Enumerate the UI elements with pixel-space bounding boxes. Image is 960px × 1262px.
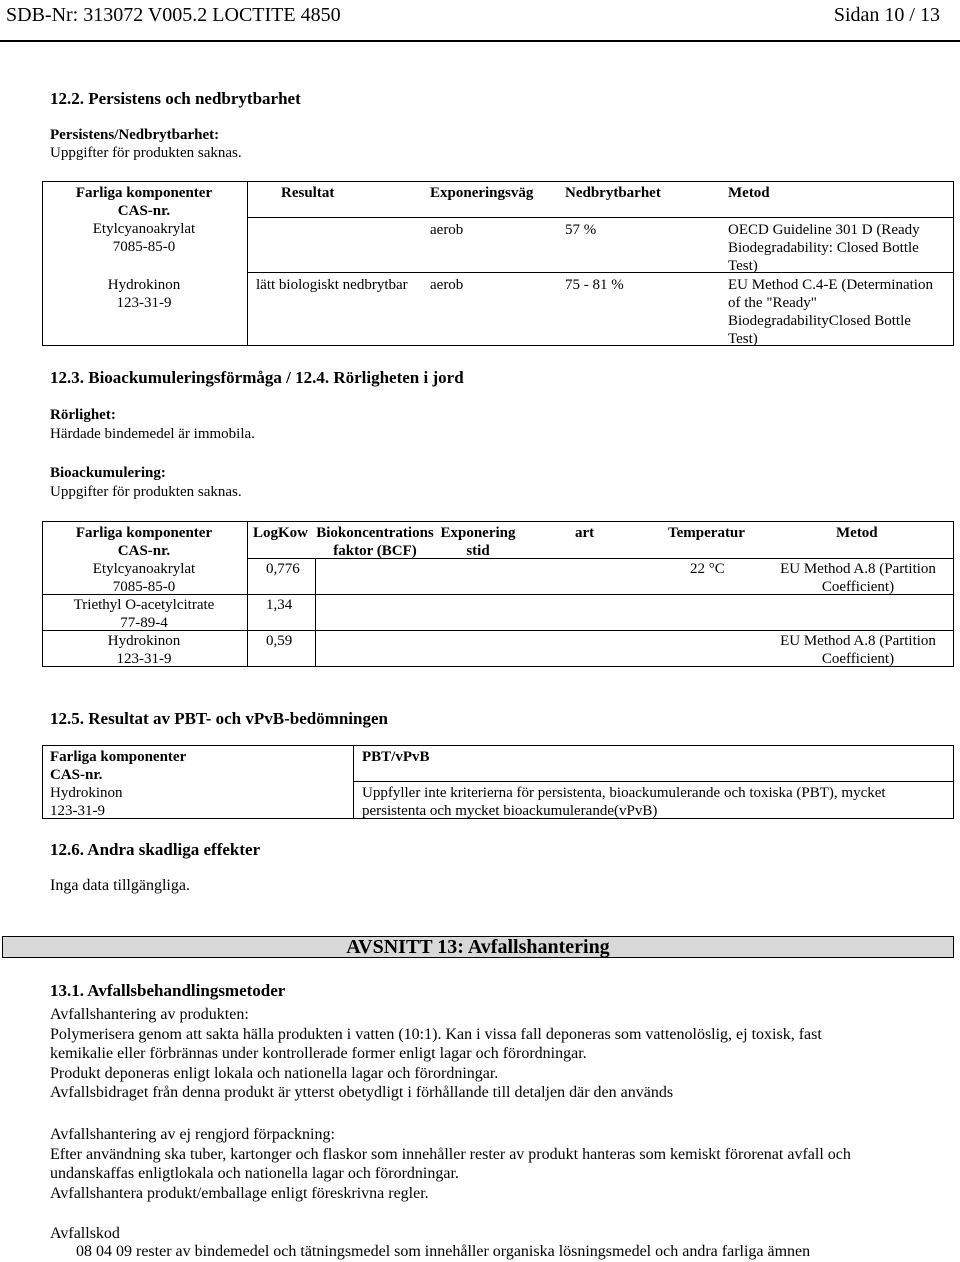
waste-line: Avfallsbidraget från denna produkt är ytterst obetydligt i förhållande till detaljen där den används <box>50 1084 674 1101</box>
page-number: Sidan 10 / 13 <box>833 4 940 26</box>
bioaccumulation-text: Uppgifter för produkten saknas. <box>50 484 242 500</box>
col-cas: CAS-nr. <box>50 767 103 783</box>
col-bcf: Biokoncentrations <box>316 525 434 541</box>
persistence-label: Persistens/Nedbrytbarhet: <box>50 127 220 143</box>
col-temperature: Temperatur <box>668 525 745 541</box>
col-species: art <box>575 525 595 541</box>
col-cas: CAS-nr. <box>117 203 171 219</box>
method-line: of the "Ready" <box>728 295 817 311</box>
temperature-value: 22 °C <box>690 561 725 577</box>
method-line: OECD Guideline 301 D (Ready <box>728 222 920 238</box>
persistence-text: Uppgifter för produkten saknas. <box>50 145 242 161</box>
waste-line: undanskaffas enligtlokala och nationella lagar och förordningar. <box>50 1165 459 1182</box>
component-name: Hydrokinon <box>107 277 181 293</box>
component-cas: 77-89-4 <box>120 615 168 631</box>
component-cas: 123-31-9 <box>116 295 172 311</box>
component-cas: 7085-85-0 <box>112 239 176 255</box>
waste-line: Avfallshantera produkt/emballage enligt föreskrivna regler. <box>50 1184 429 1202</box>
section-12-6-title: 12.6. Andra skadliga effekter <box>50 840 261 859</box>
col-exposure-route: Exponeringsväg <box>430 185 534 201</box>
waste-packaging-block <box>50 1125 950 1203</box>
col-result: Resultat <box>281 185 335 201</box>
method-line: BiodegradabilityClosed Bottle <box>728 313 911 329</box>
method-line: Biodegradability: Closed Bottle <box>728 240 919 256</box>
component-name: Etylcyanoakrylat <box>92 561 196 577</box>
pbt-line: Uppfyller inte kriterierna för persistenta, bioackumulerande och toxiska (PBT), mycket <box>362 785 886 801</box>
waste-code-text: 08 04 09 rester av bindemedel och tätningsmedel som innehåller organiska lösningsmedel och andra farliga ämnen <box>76 1243 811 1260</box>
method-line: EU Method C.4-E (Determination <box>728 277 933 293</box>
waste-product-block <box>50 1005 950 1103</box>
method-line: Test) <box>728 258 758 274</box>
method-line: Coefficient) <box>821 579 895 595</box>
col-method: Metod <box>836 525 878 541</box>
result-value: lätt biologiskt nedbrytbar <box>256 277 408 293</box>
route-value: aerob <box>430 277 464 293</box>
component-cas: 7085-85-0 <box>112 579 176 595</box>
doc-id: SDB-Nr: 313072 V005.2 LOCTITE 4850 <box>6 4 341 26</box>
method-line: Coefficient) <box>821 651 895 667</box>
col-logkow: LogKow <box>253 525 309 541</box>
col-cas: CAS-nr. <box>117 543 171 559</box>
pbt-line: persistenta och mycket bioackumulerande(vPvB) <box>362 803 658 819</box>
other-effects-text: Inga data tillgängliga. <box>50 877 190 894</box>
mobility-label: Rörlighet: <box>50 407 116 423</box>
col-exposure-time-2: stid <box>466 543 490 559</box>
section-13-title: AVSNITT 13: Avfallshantering <box>346 936 610 958</box>
logkow-value: 0,59 <box>266 633 293 649</box>
logkow-value: 0,776 <box>266 561 300 577</box>
col-hazard-components: Farliga komponenter <box>75 525 213 541</box>
waste-code-label: Avfallskod <box>50 1225 120 1242</box>
method-line: EU Method A.8 (Partition <box>780 633 936 649</box>
col-method: Metod <box>728 185 770 201</box>
col-hazard-components: Farliga komponenter <box>75 185 213 201</box>
waste-line: Avfallshantering av produkten: <box>50 1006 249 1023</box>
method-line: Test) <box>728 331 758 347</box>
col-pbt: PBT/vPvB <box>362 749 430 765</box>
section-13-1-title: 13.1. Avfallsbehandlingsmetoder <box>50 981 286 1000</box>
waste-line: Produkt deponeras enligt lokala och nationella lagar och förordningar. <box>50 1064 499 1082</box>
component-name: Triethyl O-acetylcitrate <box>73 597 215 613</box>
header-rule <box>0 40 960 42</box>
col-bcf-2: faktor (BCF) <box>333 543 417 559</box>
waste-line: Avfallshantering av ej rengjord förpackning: <box>50 1126 335 1143</box>
component-cas: 123-31-9 <box>50 803 105 819</box>
component-name: Etylcyanoakrylat <box>92 221 196 237</box>
route-value: aerob <box>430 222 464 238</box>
section-12-5-title: 12.5. Resultat av PBT- och vPvB-bedömningen <box>50 709 388 728</box>
col-exposure-time: Exponering <box>440 525 516 541</box>
degradability-value: 57 % <box>565 222 597 238</box>
component-name: Hydrokinon <box>50 785 123 801</box>
mobility-text: Härdade bindemedel är immobila. <box>50 426 255 442</box>
waste-line: kemikalie eller förbrännas under kontrollerade former enligt lagar och förordningar. <box>50 1045 587 1062</box>
col-degradability: Nedbrytbarhet <box>565 185 661 201</box>
method-line: EU Method A.8 (Partition <box>780 561 936 577</box>
col-hazard-components: Farliga komponenter <box>50 749 187 765</box>
bioaccumulation-label: Bioackumulering: <box>50 465 166 481</box>
logkow-value: 1,34 <box>266 597 293 613</box>
section-12-2-title: 12.2. Persistens och nedbrytbarhet <box>50 89 301 108</box>
waste-line: Efter användning ska tuber, kartonger och flaskor som innehåller rester av produkt hanteras som kemiskt förorenat avfall och <box>50 1145 851 1163</box>
degradability-value: 75 - 81 % <box>565 277 624 293</box>
component-name: Hydrokinon <box>107 633 181 649</box>
component-cas: 123-31-9 <box>116 651 172 667</box>
section-12-3-title: 12.3. Bioackumuleringsförmåga / 12.4. Rörligheten i jord <box>50 368 464 387</box>
waste-line: Polymerisera genom att sakta hälla produkten i vatten (10:1). Kan i vissa fall deponeras som vattenolöslig, ej toxisk, fast <box>50 1025 822 1043</box>
